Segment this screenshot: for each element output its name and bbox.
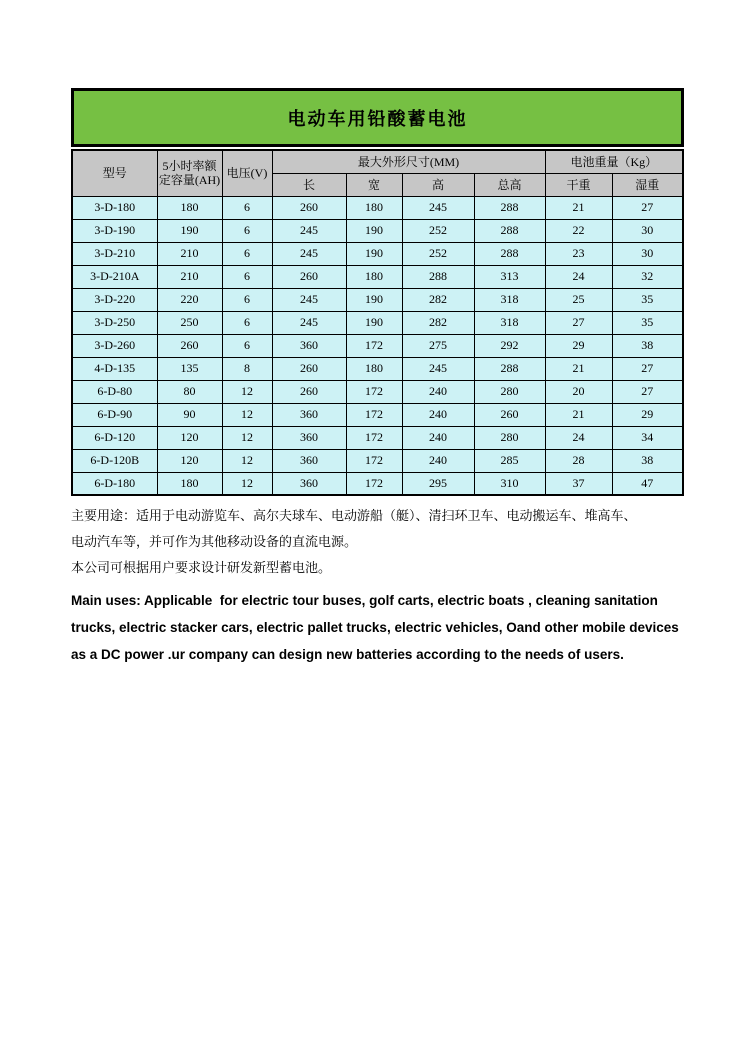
value-cell: 27 (612, 357, 683, 380)
usage-note-cn-line2: 电动汽车等，并可作为其他移动设备的直流电源。 (71, 534, 358, 549)
value-cell: 27 (612, 380, 683, 403)
value-cell: 12 (222, 426, 272, 449)
model-cell: 3-D-260 (72, 334, 157, 357)
value-cell: 260 (157, 334, 222, 357)
value-cell: 80 (157, 380, 222, 403)
value-cell: 240 (402, 426, 474, 449)
col-header-width: 宽 (346, 173, 402, 196)
col-header-height: 高 (402, 173, 474, 196)
col-group-dimensions: 最大外形尺寸(MM) (272, 150, 545, 173)
value-cell: 6 (222, 288, 272, 311)
value-cell: 190 (346, 288, 402, 311)
value-cell: 29 (612, 403, 683, 426)
value-cell: 12 (222, 449, 272, 472)
model-cell: 6-D-90 (72, 403, 157, 426)
value-cell: 12 (222, 472, 272, 495)
battery-spec-table (71, 149, 684, 496)
header-row-groups (72, 150, 683, 173)
model-cell: 6-D-180 (72, 472, 157, 495)
value-cell: 190 (346, 219, 402, 242)
table-row (72, 403, 683, 426)
model-cell: 3-D-190 (72, 219, 157, 242)
value-cell: 47 (612, 472, 683, 495)
value-cell: 360 (272, 449, 346, 472)
value-cell: 27 (545, 311, 612, 334)
value-cell: 245 (402, 357, 474, 380)
value-cell: 245 (272, 242, 346, 265)
value-cell: 172 (346, 449, 402, 472)
value-cell: 6 (222, 265, 272, 288)
table-row (72, 334, 683, 357)
value-cell: 260 (272, 357, 346, 380)
value-cell: 180 (346, 196, 402, 219)
table-row (72, 196, 683, 219)
value-cell: 280 (474, 380, 545, 403)
model-cell: 6-D-120 (72, 426, 157, 449)
value-cell: 35 (612, 288, 683, 311)
value-cell: 172 (346, 472, 402, 495)
model-cell: 3-D-210 (72, 242, 157, 265)
value-cell: 190 (346, 242, 402, 265)
battery-spec-document (71, 88, 684, 668)
value-cell: 288 (402, 265, 474, 288)
document-title: 电动车用铅酸蓄电池 (287, 108, 468, 129)
table-row (72, 357, 683, 380)
table-row (72, 380, 683, 403)
value-cell: 21 (545, 196, 612, 219)
value-cell: 210 (157, 265, 222, 288)
table-body (72, 196, 683, 495)
col-header-voltage: 电压(V) (222, 150, 272, 196)
value-cell: 25 (545, 288, 612, 311)
value-cell: 20 (545, 380, 612, 403)
value-cell: 6 (222, 196, 272, 219)
value-cell: 6 (222, 311, 272, 334)
model-cell: 3-D-220 (72, 288, 157, 311)
value-cell: 245 (272, 288, 346, 311)
value-cell: 21 (545, 403, 612, 426)
value-cell: 295 (402, 472, 474, 495)
usage-note-cn-line1: 主要用途：适用于电动游览车、高尔夫球车、电动游船（艇）、清扫环卫车、电动搬运车、堆高车、 (71, 508, 637, 523)
value-cell: 172 (346, 403, 402, 426)
value-cell: 282 (402, 288, 474, 311)
table-row (72, 219, 683, 242)
value-cell: 180 (157, 472, 222, 495)
title-banner (71, 88, 684, 147)
usage-note-en-line2: trucks, electric stacker cars, electric pallet trucks, electric vehicles, Oand other mobile devices (71, 620, 679, 635)
value-cell: 30 (612, 242, 683, 265)
col-header-length: 长 (272, 173, 346, 196)
value-cell: 220 (157, 288, 222, 311)
model-cell: 3-D-180 (72, 196, 157, 219)
value-cell: 288 (474, 242, 545, 265)
value-cell: 190 (157, 219, 222, 242)
value-cell: 24 (545, 426, 612, 449)
value-cell: 360 (272, 472, 346, 495)
value-cell: 120 (157, 426, 222, 449)
value-cell: 38 (612, 334, 683, 357)
value-cell: 250 (157, 311, 222, 334)
value-cell: 245 (272, 311, 346, 334)
value-cell: 288 (474, 357, 545, 380)
value-cell: 172 (346, 426, 402, 449)
value-cell: 22 (545, 219, 612, 242)
value-cell: 360 (272, 334, 346, 357)
value-cell: 280 (474, 426, 545, 449)
value-cell: 240 (402, 449, 474, 472)
value-cell: 260 (474, 403, 545, 426)
table-row (72, 449, 683, 472)
model-cell: 3-D-250 (72, 311, 157, 334)
col-header-model: 型号 (72, 150, 157, 196)
value-cell: 313 (474, 265, 545, 288)
usage-note-en (71, 587, 691, 668)
value-cell: 275 (402, 334, 474, 357)
table-row (72, 472, 683, 495)
value-cell: 240 (402, 403, 474, 426)
value-cell: 190 (346, 311, 402, 334)
value-cell: 252 (402, 242, 474, 265)
usage-note-en-line3: as a DC power .ur company can design new batteries according to the needs of users. (71, 647, 624, 662)
table-header (72, 150, 683, 196)
table-row (72, 311, 683, 334)
col-group-weight: 电池重量（Kg） (545, 150, 683, 173)
value-cell: 90 (157, 403, 222, 426)
value-cell: 260 (272, 265, 346, 288)
value-cell: 282 (402, 311, 474, 334)
table-row (72, 242, 683, 265)
value-cell: 210 (157, 242, 222, 265)
value-cell: 288 (474, 219, 545, 242)
value-cell: 260 (272, 380, 346, 403)
value-cell: 180 (157, 196, 222, 219)
value-cell: 260 (272, 196, 346, 219)
value-cell: 120 (157, 449, 222, 472)
value-cell: 285 (474, 449, 545, 472)
col-header-capacity: 5小时率额定容量(AH) (157, 150, 222, 196)
value-cell: 21 (545, 357, 612, 380)
value-cell: 292 (474, 334, 545, 357)
value-cell: 6 (222, 242, 272, 265)
value-cell: 310 (474, 472, 545, 495)
value-cell: 360 (272, 403, 346, 426)
value-cell: 245 (272, 219, 346, 242)
value-cell: 252 (402, 219, 474, 242)
value-cell: 23 (545, 242, 612, 265)
col-header-total-height: 总高 (474, 173, 545, 196)
table-row (72, 426, 683, 449)
value-cell: 24 (545, 265, 612, 288)
col-header-wet-weight: 湿重 (612, 173, 683, 196)
value-cell: 245 (402, 196, 474, 219)
value-cell: 30 (612, 219, 683, 242)
model-cell: 4-D-135 (72, 357, 157, 380)
value-cell: 288 (474, 196, 545, 219)
table-row (72, 265, 683, 288)
model-cell: 3-D-210A (72, 265, 157, 288)
value-cell: 6 (222, 219, 272, 242)
value-cell: 35 (612, 311, 683, 334)
value-cell: 12 (222, 403, 272, 426)
value-cell: 38 (612, 449, 683, 472)
value-cell: 360 (272, 426, 346, 449)
usage-notes (71, 503, 691, 668)
value-cell: 180 (346, 265, 402, 288)
value-cell: 8 (222, 357, 272, 380)
model-cell: 6-D-120B (72, 449, 157, 472)
table-row (72, 288, 683, 311)
value-cell: 240 (402, 380, 474, 403)
usage-note-en-line1: Main uses: Applicable for electric tour buses, golf carts, electric boats , cleaning sanitation (71, 593, 658, 608)
value-cell: 6 (222, 334, 272, 357)
usage-note-cn-line3: 本公司可根据用户要求设计研发新型蓄电池。 (71, 560, 332, 575)
value-cell: 28 (545, 449, 612, 472)
value-cell: 172 (346, 334, 402, 357)
value-cell: 172 (346, 380, 402, 403)
value-cell: 32 (612, 265, 683, 288)
col-header-dry-weight: 干重 (545, 173, 612, 196)
value-cell: 34 (612, 426, 683, 449)
value-cell: 37 (545, 472, 612, 495)
value-cell: 318 (474, 288, 545, 311)
value-cell: 180 (346, 357, 402, 380)
value-cell: 318 (474, 311, 545, 334)
value-cell: 27 (612, 196, 683, 219)
value-cell: 135 (157, 357, 222, 380)
model-cell: 6-D-80 (72, 380, 157, 403)
value-cell: 29 (545, 334, 612, 357)
value-cell: 12 (222, 380, 272, 403)
